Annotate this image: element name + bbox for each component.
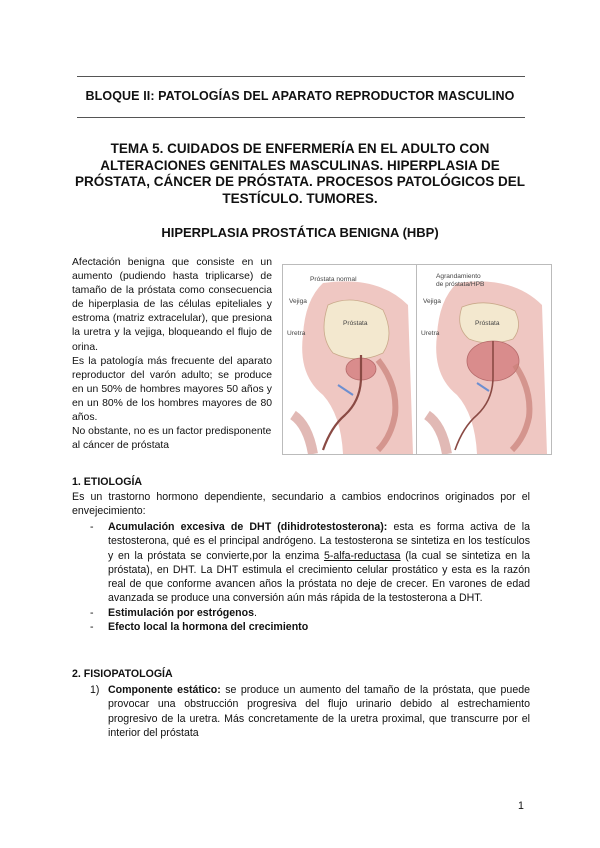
enzyme-term: 5-alfa-reductasa	[323, 549, 401, 562]
enlarged-prostate-drawing	[417, 265, 550, 454]
etiologia-intro: Es un trastorno hormono dependiente, secundario a cambios endocrinos originados por el envejecimiento:	[72, 491, 530, 518]
list-bullet: -	[90, 521, 94, 533]
list-item	[88, 683, 530, 740]
list-item	[88, 620, 530, 634]
tema-title-line: PRÓSTATA, CÁNCER DE PRÓSTATA. PROCESOS PATOLÓGICOS DEL	[74, 174, 526, 189]
list-item-text: esta es forma activa de la testosterona, qué es el principal andrógeno. La testosterona se sintetiza en los testículos y en la próstata se convierte,por la enzima	[108, 521, 531, 562]
figure-label: Próstata	[343, 320, 368, 327]
bottom-rule	[77, 117, 525, 118]
top-rule	[77, 76, 525, 77]
block-title: BLOQUE II: PATOLOGÍAS DEL APARATO REPRODUCTOR MASCULINO	[85, 89, 515, 103]
fisiopatologia-heading: 2. FISIOPATOLOGÍA	[72, 668, 173, 680]
list-item-bold: Acumulación excesiva de DHT (dihidrotestosterona):	[108, 521, 388, 533]
normal-prostate-panel	[283, 265, 417, 454]
section-title: HIPERPLASIA PROSTÁTICA BENIGNA (HBP)	[161, 225, 439, 240]
list-item	[88, 520, 530, 606]
figure-label: Uretra	[287, 330, 306, 337]
etiologia-heading: 1. ETIOLOGÍA	[72, 476, 143, 488]
figure-label: Vejiga	[289, 298, 307, 305]
list-item-text: (la cual se sintetiza en la próstata), en DHT. La DHT estimula el crecimiento celular prostático y esta es la razón real de que conforme avancen años la próstata no deje de crecer. En varones de edad avanzada se produce una conversión aún más rápida de la testosterona a DHT.	[108, 549, 530, 605]
prostate-illustration	[282, 264, 552, 455]
intro-paragraph: No obstante, no es un factor predisponente al cáncer de próstata	[72, 426, 272, 452]
figure-label: Próstata	[475, 320, 500, 327]
list-bullet: -	[90, 606, 94, 619]
intro-paragraph: Afectación benigna que consiste en un aumento (pudiendo hasta triplicarse) de tamaño de la próstata como consecuencia de hiperplasia de las células epiteliales y estroma (matriz extracelular), que presiona la uretra y la vejiga, bloqueando el flujo de orina.	[72, 257, 272, 353]
etiologia-list	[88, 520, 530, 634]
list-bullet: -	[90, 621, 94, 634]
list-item-bold: Componente estático:	[108, 684, 221, 696]
tema-title	[70, 141, 530, 207]
page-number: 1	[518, 800, 524, 812]
intro-paragraph: Es la patología más frecuente del aparato reproductor del varón adulto; se produce en un 50% de hombres mayores 50 años y en un 80% de los hombres mayores de 80 años.	[72, 355, 272, 424]
tema-title-line: TESTÍCULO. TUMORES.	[222, 190, 378, 206]
figure-label: Vejiga	[423, 298, 441, 305]
tema-title-line: TEMA 5. CUIDADOS DE ENFERMERÍA EN EL ADULTO CON	[110, 141, 490, 156]
figure-label: de próstata/HPB	[436, 281, 485, 288]
tema-title-line: ALTERACIONES GENITALES MASCULINAS. HIPERPLASIA DE	[100, 157, 500, 173]
list-item-text: .	[254, 606, 257, 619]
enlarged-prostate-panel	[417, 265, 550, 454]
list-item-bold: Efecto local la hormona del crecimiento	[108, 621, 309, 634]
intro-text	[72, 256, 272, 453]
figure-label: Próstata normal	[310, 276, 357, 283]
normal-prostate-drawing	[283, 265, 416, 454]
list-item	[88, 606, 530, 620]
fisiopatologia-list	[88, 683, 530, 740]
figure-label: Uretra	[421, 330, 440, 337]
figure-label: Agrandamiento	[436, 273, 481, 280]
list-item-text: se produce un aumento del tamaño de la próstata, que puede provocar una obstrucción progresiva del flujo urinario debido al estrechamiento progresivo de la uretra. Más concretamente de la uretra proximal, que transcurre por el interior del próstata	[108, 684, 530, 739]
list-number: 1)	[90, 684, 100, 696]
list-item-bold: Estimulación por estrógenos	[108, 606, 254, 619]
